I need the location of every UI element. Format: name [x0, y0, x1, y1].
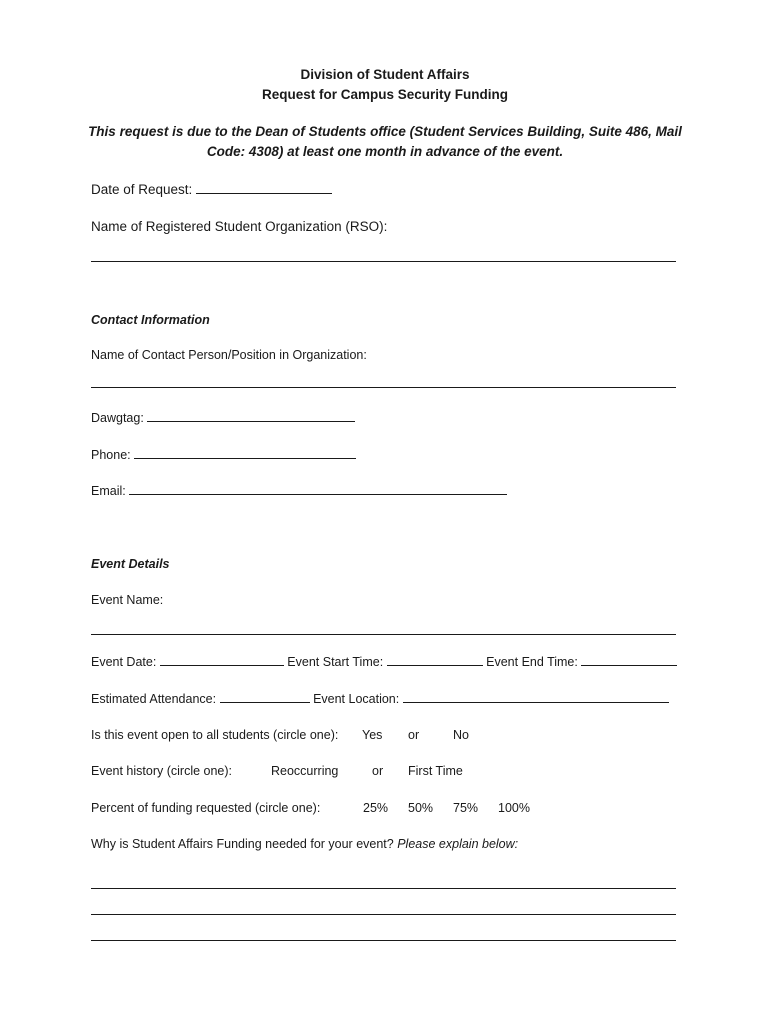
history-option-or: or [372, 764, 384, 778]
why-funding-line-3[interactable] [91, 940, 676, 941]
date-of-request-label: Date of Request: [91, 182, 193, 197]
open-option-yes[interactable]: Yes [362, 728, 383, 742]
percent-option-50[interactable]: 50% [408, 801, 434, 815]
percent-question-label: Percent of funding requested (circle one): [91, 801, 321, 815]
estimated-attendance-label: Estimated Attendance: [91, 692, 217, 706]
event-end-time-label: Event End Time: [486, 655, 578, 669]
rso-name-label: Name of Registered Student Organization (RSO): [91, 219, 388, 234]
event-end-time-field[interactable] [581, 654, 677, 666]
open-option-or: or [408, 728, 420, 742]
date-of-request-field[interactable] [196, 182, 332, 194]
dawgtag-field[interactable] [147, 410, 355, 422]
event-name-label: Event Name: [91, 593, 164, 607]
why-funding-question: Why is Student Affairs Funding needed for your event? [91, 837, 394, 851]
notice-line-1: This request is due to the Dean of Students office (Student Services Building, Suite 486, Mail [88, 124, 682, 139]
event-date-field[interactable] [160, 654, 284, 666]
phone-label: Phone: [91, 448, 131, 462]
event-name-field[interactable] [91, 634, 676, 635]
phone-field[interactable] [134, 447, 356, 459]
open-question-label: Is this event open to all students (circle one): [91, 728, 339, 742]
history-option-reoccurring[interactable]: Reoccurring [271, 764, 339, 778]
division-title: Division of Student Affairs [300, 67, 470, 82]
attendance-location-row [91, 691, 669, 706]
date-of-request-row [91, 182, 332, 197]
email-label: Email: [91, 484, 126, 498]
contact-person-field[interactable] [91, 387, 676, 388]
event-location-field[interactable] [403, 691, 669, 703]
percent-option-25[interactable]: 25% [363, 801, 389, 815]
event-start-time-label: Event Start Time: [287, 655, 384, 669]
why-funding-instruction: Please explain below: [397, 837, 519, 851]
dawgtag-label: Dawgtag: [91, 411, 144, 425]
notice-line-2: Code: 4308) at least one month in advance of the event. [206, 144, 564, 159]
history-option-first-time[interactable]: First Time [408, 764, 463, 778]
estimated-attendance-field[interactable] [220, 691, 310, 703]
event-date-time-row [91, 654, 677, 669]
event-details-heading: Event Details [91, 557, 170, 571]
form-title: Request for Campus Security Funding [261, 87, 509, 102]
why-funding-line-2[interactable] [91, 914, 676, 915]
contact-information-heading: Contact Information [91, 313, 210, 327]
open-option-no[interactable]: No [453, 728, 469, 742]
phone-row [91, 447, 356, 462]
event-start-time-field[interactable] [387, 654, 483, 666]
why-funding-row [91, 837, 518, 851]
percent-option-100[interactable]: 100% [498, 801, 530, 815]
rso-name-field[interactable] [91, 261, 676, 262]
why-funding-line-1[interactable] [91, 888, 676, 889]
event-date-label: Event Date: [91, 655, 157, 669]
percent-option-75[interactable]: 75% [453, 801, 479, 815]
email-field[interactable] [129, 483, 507, 495]
email-row [91, 483, 507, 498]
dawgtag-row [91, 410, 355, 425]
event-location-label: Event Location: [313, 692, 400, 706]
history-question-label: Event history (circle one): [91, 764, 233, 778]
contact-person-label: Name of Contact Person/Position in Organization: [91, 348, 367, 362]
